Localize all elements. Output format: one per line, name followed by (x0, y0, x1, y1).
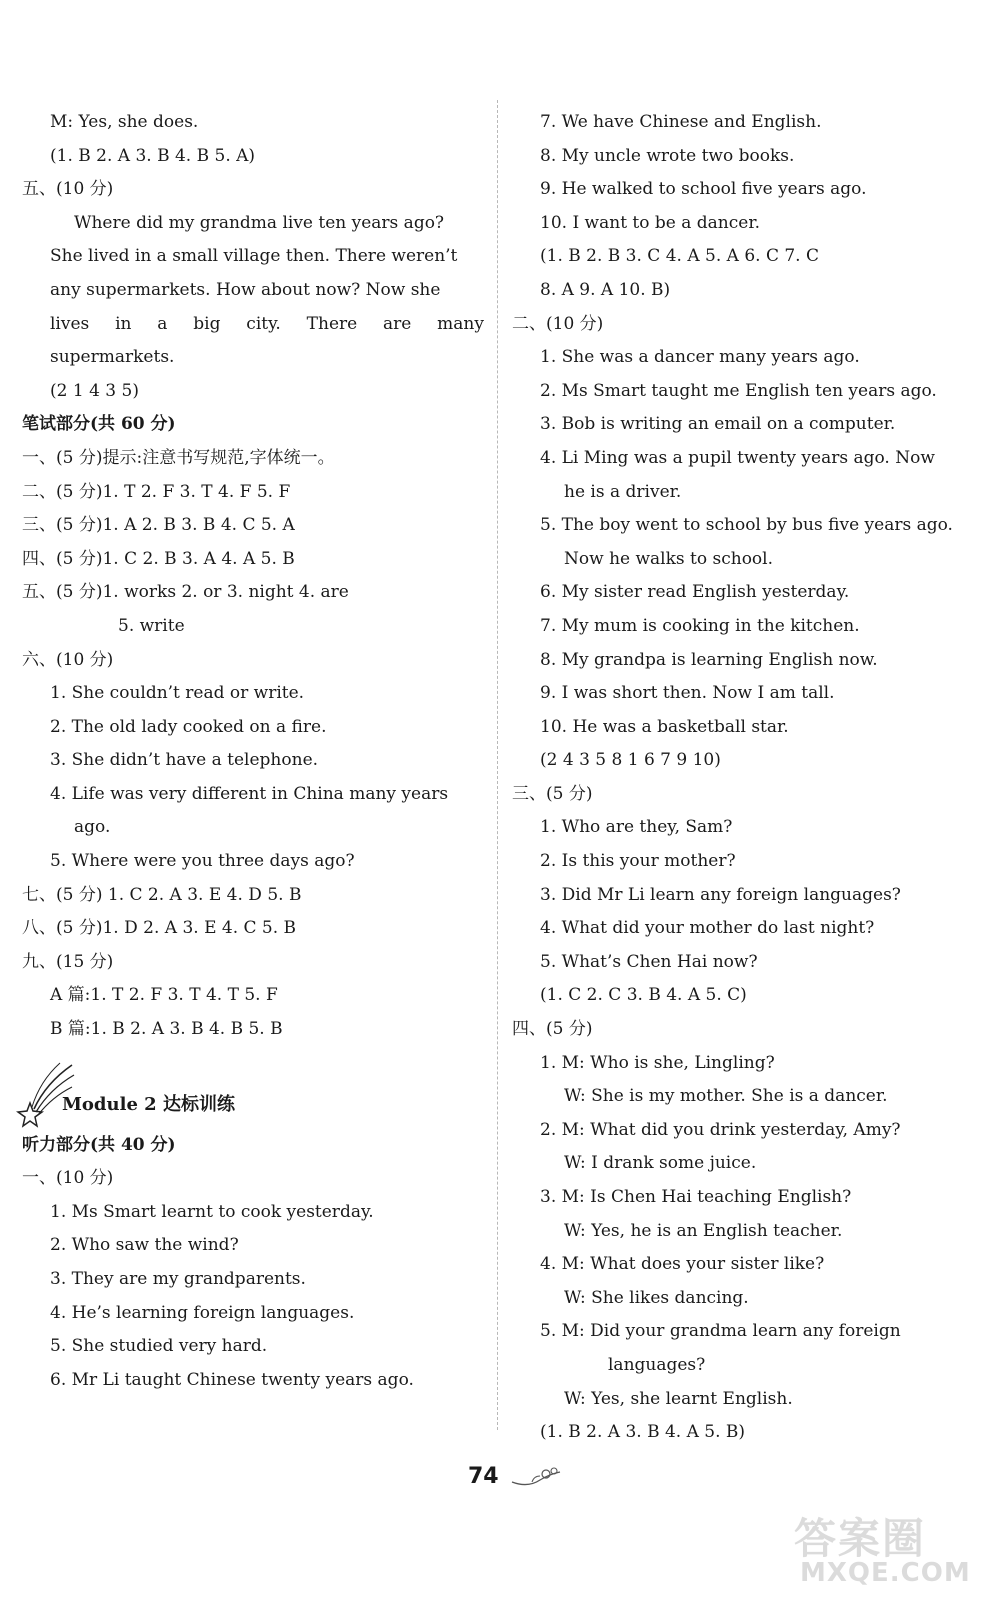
answer-line: 10. I want to be a dancer. (540, 212, 760, 233)
watermark-bottom: MXQE.COM (800, 1558, 971, 1588)
answer-line: 7. We have Chinese and English. (540, 112, 822, 132)
shooting-star-icon (16, 1059, 76, 1129)
dialogue-line: W: She is my mother. She is a dancer. (564, 1086, 888, 1107)
flower-ornament-icon (510, 1466, 562, 1488)
section-heading: 四、(5 分) (512, 1019, 593, 1040)
dialogue-line: W: Yes, she learnt English. (564, 1388, 793, 1409)
answer-line: 5. write (118, 615, 185, 636)
answer-line: 八、(5 分)1. D 2. A 3. E 4. C 5. B (22, 918, 297, 939)
module-heading (22, 1081, 484, 1129)
answer-line: he is a driver. (564, 481, 682, 502)
answer-line: 1. Ms Smart learnt to cook yesterday. (50, 1201, 374, 1222)
answer-line: 2. Is this your mother? (540, 851, 736, 872)
answer-line: 4. He’s learning foreign languages. (50, 1302, 355, 1323)
dialogue-line: 3. M: Is Chen Hai teaching English? (540, 1187, 852, 1207)
answer-line: 7. My mum is cooking in the kitchen. (540, 615, 860, 636)
section-heading: 一、(10 分) (22, 1168, 114, 1189)
answer-line: 3. Did Mr Li learn any foreign languages? (540, 884, 901, 905)
answer-line: 10. He was a basketball star. (540, 716, 789, 737)
answer-line: A 篇:1. T 2. F 3. T 4. T 5. F (50, 985, 278, 1006)
answer-line: 七、(5 分) 1. C 2. A 3. E 4. D 5. B (22, 884, 302, 905)
answer-line: 1. She couldn’t read or write. (50, 683, 305, 704)
answer-line: 6. My sister read English yesterday. (540, 582, 850, 603)
answer-line: 8. A 9. A 10. B) (540, 279, 671, 300)
module-title: Module 2 达标训练 (62, 1093, 235, 1115)
passage-line: Where did my grandma live ten years ago? (74, 212, 445, 233)
section-heading: 三、(5 分) (512, 783, 593, 804)
dialogue-line: W: I drank some juice. (564, 1153, 757, 1174)
answer-line: 一、(5 分)提示:注意书写规范,字体统一。 (22, 447, 335, 468)
dialogue-line: languages? (608, 1354, 706, 1375)
section-heading: 五、(10 分) (22, 179, 114, 200)
dialogue-line: 2. M: What did you drink yesterday, Amy? (540, 1119, 901, 1140)
dialogue-line: 1. M: Who is she, Lingling? (540, 1052, 775, 1073)
watermark-logo (788, 1498, 988, 1598)
answer-line: Now he walks to school. (564, 548, 774, 569)
passage-line: lives in a big city. There are many (50, 313, 484, 334)
answer-line: 5. What’s Chen Hai now? (540, 951, 758, 972)
answer-line: 5. The boy went to school by bus five years ago. (540, 515, 953, 536)
answer-line: 3. They are my grandparents. (50, 1269, 306, 1289)
dialogue-line: W: She likes dancing. (564, 1287, 749, 1308)
part-heading: 笔试部分(共 60 分) (22, 414, 176, 435)
answer-line: 1. Who are they, Sam? (540, 817, 733, 838)
dialogue-line: W: Yes, he is an English teacher. (564, 1220, 843, 1241)
answer-line: 3. Bob is writing an email on a computer. (540, 414, 896, 435)
answer-line: (1. B 2. A 3. B 4. A 5. B) (540, 1422, 746, 1443)
answer-line: (1. B 2. A 3. B 4. B 5. A) (50, 145, 256, 166)
answer-line: 四、(5 分)1. C 2. B 3. A 4. A 5. B (22, 548, 295, 569)
answer-line: 4. Life was very different in China many years (50, 783, 449, 804)
answer-line: 三、(5 分)1. A 2. B 3. B 4. C 5. A (22, 515, 295, 536)
watermark-top: 答案圈 (794, 1514, 927, 1563)
answer-line: 9. He walked to school five years ago. (540, 179, 867, 200)
answer-line: (2 4 3 5 8 1 6 7 9 10) (540, 750, 721, 771)
answer-line: 4. What did your mother do last night? (540, 918, 875, 939)
answer-line: 二、(5 分)1. T 2. F 3. T 4. F 5. F (22, 481, 291, 502)
dialogue-line: 5. M: Did your grandma learn any foreign (540, 1321, 901, 1342)
answer-line: 4. Li Ming was a pupil twenty years ago. Now (540, 447, 935, 468)
answer-line: 8. My uncle wrote two books. (540, 145, 795, 166)
answer-line: (2 1 4 3 5) (50, 380, 139, 401)
answer-line: (1. C 2. C 3. B 4. A 5. C) (540, 985, 747, 1006)
section-heading: 九、(15 分) (22, 951, 114, 972)
answer-line: (1. B 2. B 3. C 4. A 5. A 6. C 7. C (540, 246, 819, 267)
answer-line: 1. She was a dancer many years ago. (540, 347, 860, 368)
answer-line: 5. Where were you three days ago? (50, 851, 355, 872)
answer-line: B 篇:1. B 2. A 3. B 4. B 5. B (50, 1019, 283, 1040)
passage-line: supermarkets. (50, 347, 175, 368)
dialogue-line: 4. M: What does your sister like? (540, 1254, 825, 1275)
section-heading: 六、(10 分) (22, 649, 114, 670)
answer-line: ago. (74, 817, 111, 838)
answer-line: 2. Who saw the wind? (50, 1235, 239, 1256)
passage-line: She lived in a small village then. There weren’t (50, 246, 458, 267)
answer-line: 8. My grandpa is learning English now. (540, 649, 878, 670)
part-heading: 听力部分(共 40 分) (22, 1134, 176, 1155)
column-divider (497, 100, 498, 1430)
answer-line: 6. Mr Li taught Chinese twenty years ago. (50, 1369, 414, 1390)
answer-line: 5. She studied very hard. (50, 1336, 268, 1357)
answer-line: 3. She didn’t have a telephone. (50, 750, 319, 771)
answer-line: 9. I was short then. Now I am tall. (540, 683, 835, 704)
answer-line: 2. Ms Smart taught me English ten years ago. (540, 380, 937, 401)
left-column (22, 106, 484, 1397)
answer-line: 2. The old lady cooked on a fire. (50, 716, 327, 737)
right-column (512, 106, 974, 1450)
passage-line: any supermarkets. How about now? Now she (50, 279, 441, 300)
answer-line: 五、(5 分)1. works 2. or 3. night 4. are (22, 582, 349, 603)
text-line: M: Yes, she does. (50, 112, 199, 132)
section-heading: 二、(10 分) (512, 313, 604, 334)
page-number: 74 (468, 1464, 499, 1489)
